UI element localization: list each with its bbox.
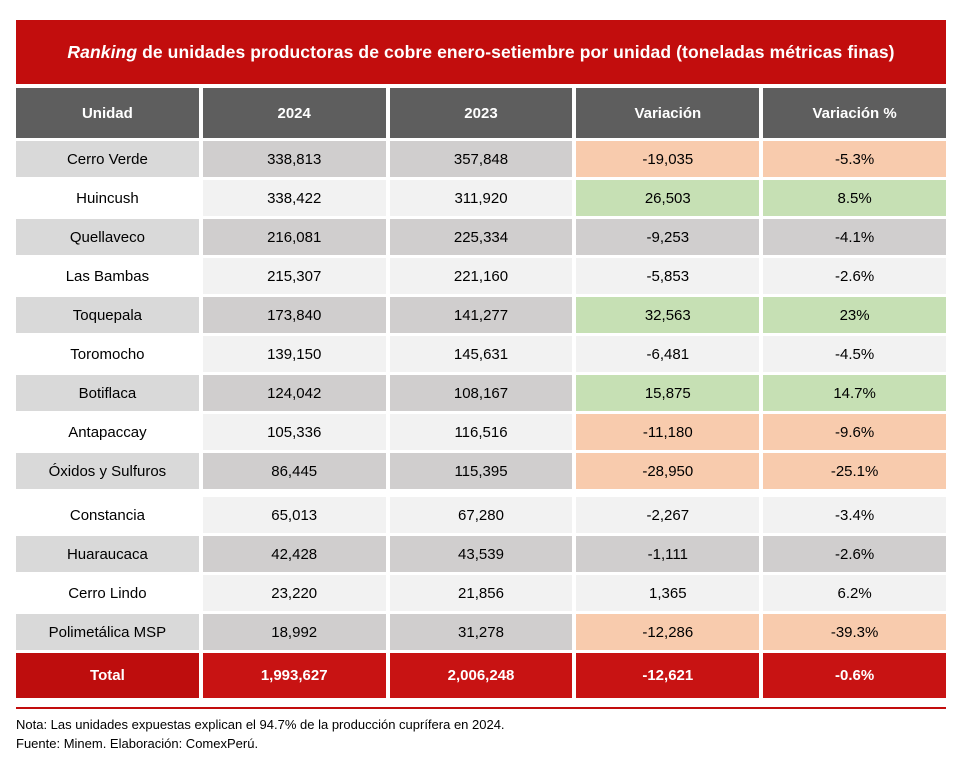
value-cell: 21,856 [390,575,573,611]
total-row-label: Total [16,653,199,698]
value-cell: -19,035 [576,141,759,177]
value-cell: 145,631 [390,336,573,372]
value-cell: 115,395 [390,453,573,489]
note-line: Nota: Las unidades expuestas explican el 94.7% de la producción cuprífera en 2024. [16,717,505,732]
value-cell: 357,848 [390,141,573,177]
column-header-unidad: Unidad [16,88,199,138]
value-cell: 15,875 [576,375,759,411]
value-cell: 124,042 [203,375,386,411]
value-cell: 23% [763,297,946,333]
unit-name-cell: Polimetálica MSP [16,614,199,650]
value-cell: 1,365 [576,575,759,611]
value-cell: 139,150 [203,336,386,372]
value-cell: 23,220 [203,575,386,611]
value-cell: 8.5% [763,180,946,216]
value-cell: -9.6% [763,414,946,450]
value-cell: -3.4% [763,497,946,533]
value-cell: 67,280 [390,497,573,533]
value-cell: -4.5% [763,336,946,372]
footer-notes [16,716,946,754]
value-cell: 173,840 [203,297,386,333]
value-cell: 65,013 [203,497,386,533]
source-line: Fuente: Minem. Elaboración: ComexPerú. [16,735,259,751]
unit-name-cell: Botiflaca [16,375,199,411]
unit-name-cell: Óxidos y Sulfuros [16,453,199,489]
value-cell: 26,503 [576,180,759,216]
title-italic-word: Ranking [67,41,138,62]
value-cell: -5,853 [576,258,759,294]
total-value-variacion: -12,621 [576,653,759,698]
value-cell: -11,180 [576,414,759,450]
value-cell: -5.3% [763,141,946,177]
total-value-2024: 1,993,627 [203,653,386,698]
column-header-variacion-pct: Variación % [763,88,946,138]
value-cell: 141,277 [390,297,573,333]
unit-name-cell: Toquepala [16,297,199,333]
ranking-table [16,88,946,698]
unit-name-cell: Las Bambas [16,258,199,294]
footer-divider [16,707,946,709]
unit-name-cell: Huincush [16,180,199,216]
value-cell: 32,563 [576,297,759,333]
value-cell: -25.1% [763,453,946,489]
value-cell: -2.6% [763,536,946,572]
value-cell: 86,445 [203,453,386,489]
total-value-variacion-pct: -0.6% [763,653,946,698]
value-cell: 14.7% [763,375,946,411]
value-cell: 18,992 [203,614,386,650]
value-cell: 6.2% [763,575,946,611]
value-cell: -9,253 [576,219,759,255]
value-cell: 116,516 [390,414,573,450]
unit-name-cell: Toromocho [16,336,199,372]
value-cell: 338,422 [203,180,386,216]
unit-name-cell: Quellaveco [16,219,199,255]
value-cell: 42,428 [203,536,386,572]
unit-name-cell: Antapaccay [16,414,199,450]
value-cell: 338,813 [203,141,386,177]
value-cell: 105,336 [203,414,386,450]
value-cell: 108,167 [390,375,573,411]
unit-name-cell: Cerro Lindo [16,575,199,611]
unit-name-cell: Cerro Verde [16,141,199,177]
table-title-banner [16,20,946,84]
column-header-2024: 2024 [203,88,386,138]
column-header-2023: 2023 [390,88,573,138]
value-cell: 215,307 [203,258,386,294]
value-cell: -4.1% [763,219,946,255]
value-cell: 31,278 [390,614,573,650]
total-value-2023: 2,006,248 [390,653,573,698]
value-cell: -2,267 [576,497,759,533]
value-cell: 225,334 [390,219,573,255]
page-title [67,42,894,63]
value-cell: 216,081 [203,219,386,255]
value-cell: 311,920 [390,180,573,216]
value-cell: -28,950 [576,453,759,489]
unit-name-cell: Huaraucaca [16,536,199,572]
value-cell: -39.3% [763,614,946,650]
unit-name-cell: Constancia [16,497,199,533]
section-gap [16,492,946,494]
value-cell: -12,286 [576,614,759,650]
value-cell: 221,160 [390,258,573,294]
value-cell: -6,481 [576,336,759,372]
value-cell: -1,111 [576,536,759,572]
value-cell: -2.6% [763,258,946,294]
column-header-variacion: Variación [576,88,759,138]
value-cell: 43,539 [390,536,573,572]
title-rest: de unidades productoras de cobre enero-setiembre por unidad (toneladas métricas finas) [142,41,895,62]
